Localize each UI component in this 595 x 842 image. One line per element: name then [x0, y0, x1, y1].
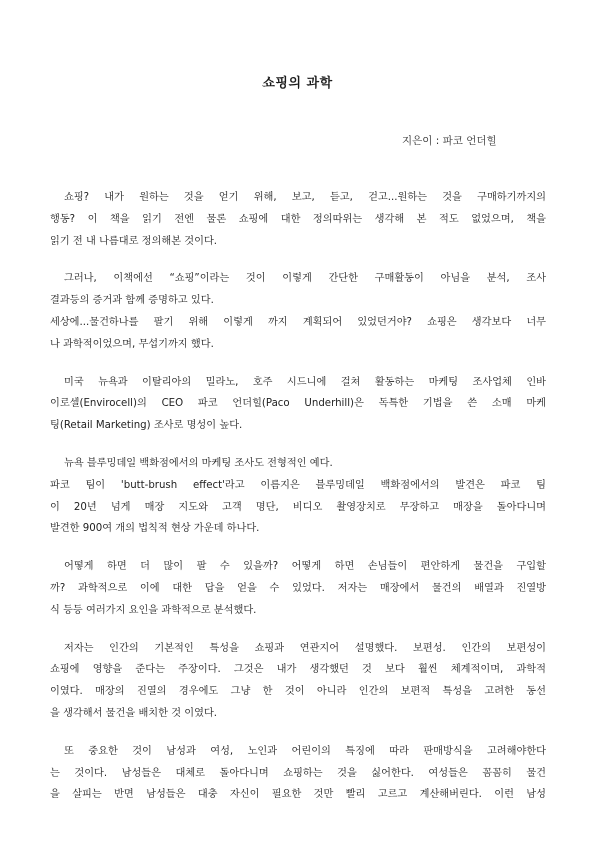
author-line: 지은이 : 파코 언더힐 — [402, 135, 497, 147]
text-line: 이로셀(Envirocell)의 CEO 파코 언더힐(Paco Underhill)은 독특한 기법을 쓴 소매 마케 — [50, 398, 546, 410]
text-line: 팅(Retail Marketing) 조사로 명성이 높다. — [50, 420, 243, 432]
text-line: 저자는 인간의 기본적인 특성을 쇼핑과 연관지어 설명했다. 보편성. 인간의 보편성이 — [64, 642, 546, 654]
text-line: 행동? 이 책을 읽기 전엔 물론 쇼핑에 대한 정의따위는 생각해 본 적도 없었으며, 책을 — [50, 213, 546, 225]
text-line: 식 등등 여러가지 요인을 과학적으로 분석했다. — [50, 604, 257, 616]
text-line: 이였다. 매장의 진열의 경우에도 그냥 한 것이 아니라 인간의 보편적 특성을 고려한 동선 — [50, 686, 546, 698]
text-line: 까? 과학적으로 이에 대한 답을 얻을 수 있었다. 저자는 매장에서 물건의 배열과 진열방 — [50, 582, 546, 594]
paragraph — [50, 638, 546, 725]
paragraph — [50, 372, 546, 437]
text-line: 을 생각해서 물건을 배치한 것 이였다. — [50, 707, 218, 719]
paragraph — [50, 453, 546, 540]
paragraph — [50, 187, 546, 252]
text-line: 그러나, 이책에선 “쇼핑”이라는 것이 이렇게 간단한 구매활동이 아님을 분석, 조사 — [64, 273, 546, 285]
text-line: 파코 팀이 'butt-brush effect'라고 이름지은 블루밍데일 백화점에서의 발견은 파코 팀 — [50, 479, 546, 491]
document-title: 쇼핑의 과학 — [262, 76, 333, 91]
text-line: 읽기 전 내 나름대로 정의해본 것이다. — [50, 235, 218, 247]
document-body — [50, 187, 546, 822]
paragraph — [50, 741, 546, 806]
text-line: 미국 뉴욕과 이탈리아의 밀라노, 호주 시드니에 걸쳐 활동하는 마케팅 조사업체 인바 — [64, 376, 546, 388]
paragraph — [50, 556, 546, 621]
text-line: 발견한 900여 개의 법칙적 현상 가운데 하나다. — [50, 523, 260, 535]
text-line: 결과등의 증거과 함께 증명하고 있다. — [50, 295, 214, 307]
text-line: 뉴욕 블루밍데일 백화점에서의 마케팅 조사도 전형적인 예다. — [64, 457, 333, 469]
text-line: 세상에...물건하나를 팔기 위해 이렇게 까지 계획되어 있었던거야? 쇼핑은 생각보다 너무 — [50, 316, 546, 328]
text-line: 또 중요한 것이 남성과 여성, 노인과 어린이의 특징에 따라 판매방식을 고려해야한다 — [64, 745, 546, 757]
text-line: 어떻게 하면 더 많이 팔 수 있을까? 어떻게 하면 손님들이 편안하게 물건을 구입할 — [64, 561, 546, 573]
text-line: 이 20년 넘게 매장 지도와 고객 명단, 비디오 촬영장치로 무장하고 매장을 돌아다니며 — [50, 501, 546, 513]
text-line: 는 것이다. 남성들은 대체로 돌아다니며 쇼핑하는 것을 싫어한다. 여성들은 꼼꼼히 물건 — [50, 767, 546, 779]
text-line: 쇼핑? 내가 원하는 것을 얻기 위해, 보고, 듣고, 걷고...원하는 것을 구매하기까지의 — [64, 192, 546, 203]
text-line: 을 살피는 반면 남성들은 대충 자신이 필요한 것만 빨리 고르고 계산해버린다. 이런 남성 — [50, 789, 546, 801]
text-line: 쇼핑에 영향을 준다는 주장이다. 그것은 내가 생각했던 것 보다 훨씬 체계적이며, 과학적 — [50, 664, 546, 676]
paragraph — [50, 268, 546, 355]
text-line: 나 과학적이었으며, 무섭기까지 했다. — [50, 338, 214, 350]
